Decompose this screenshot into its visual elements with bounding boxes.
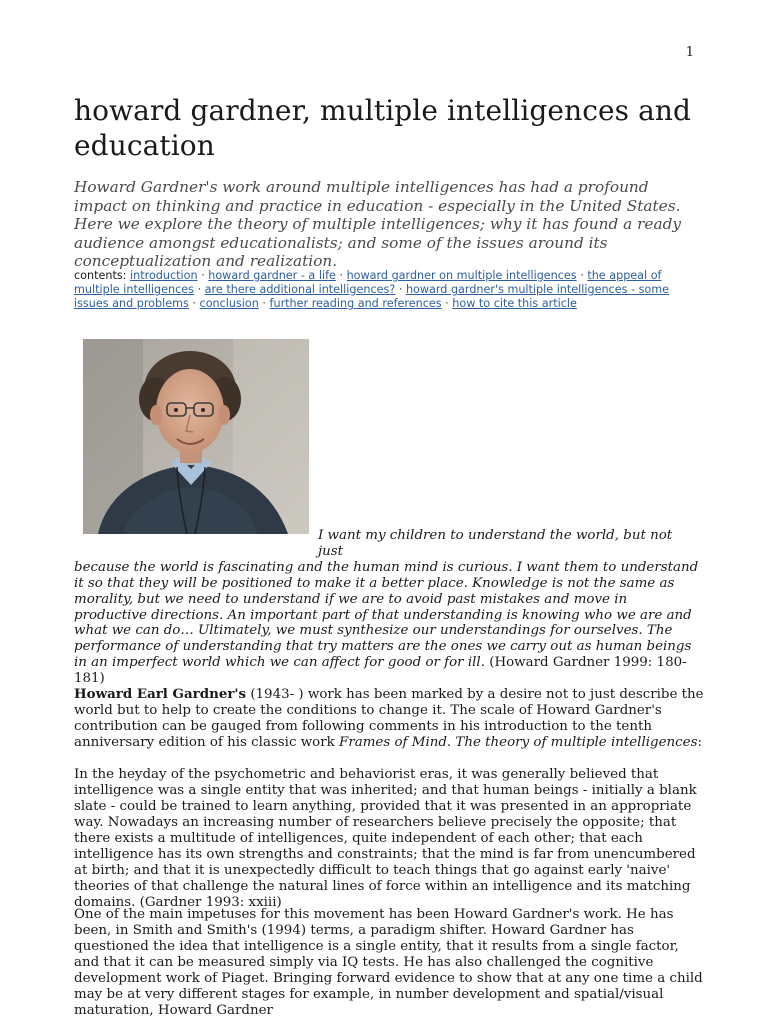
contents-link-conclusion[interactable]: conclusion xyxy=(199,297,259,310)
intro-paragraph: Howard Gardner's work around multiple intelligences has had a profound impact on thinking and practice in education - especially in the United States. Here we explore the theory of multiple intelligences; why it has found a ready audience amongst educationalists; and some of the issues around its conceptualization and realization. xyxy=(74,178,682,270)
portrait-photo xyxy=(83,339,309,534)
page-title: howard gardner, multiple intelligences and education xyxy=(74,94,692,162)
contents-link-a-life[interactable]: howard gardner - a life xyxy=(208,269,336,282)
contents-separator: · xyxy=(201,269,205,282)
quote-citation: (Howard Gardner 1999: 180-181) xyxy=(74,655,687,687)
contents-separator: · xyxy=(262,297,266,310)
contents-separator: · xyxy=(398,283,403,296)
quote-block xyxy=(74,528,700,687)
contents-link-appeal[interactable]: the appeal of multiple intelligences xyxy=(74,269,662,296)
contents-link-additional-intelligences[interactable]: are there additional intelligences? xyxy=(204,283,396,296)
contents-link-introduction[interactable]: introduction xyxy=(130,269,198,282)
subject-name: Howard Earl Gardner's xyxy=(74,686,247,702)
contents-link-on-multiple-intelligences[interactable]: howard gardner on multiple intelligences xyxy=(346,269,577,282)
quote-text: because the world is fascinating and the human mind is curious. I want them to understand it so that they will be positioned to make it a better place. Knowledge is not the same as morality, but we need to understand if we are to avoid past mistakes and move in productive directions. An important part of that understanding is knowing who we are and what we can do… Ultimately, we must synthesize our understandings for ourselves. The performance of understanding that try matters are the ones we carry out as human beings in an imperfect world which we can affect for good or for ill. xyxy=(74,559,699,671)
contents-label: contents: xyxy=(74,269,127,282)
contents-separator: · xyxy=(192,297,196,310)
contents-link-issues-and-problems[interactable]: howard gardner's multiple intelligences - some issues and problems xyxy=(74,283,670,310)
contents-separator: · xyxy=(339,269,344,282)
portrait-image xyxy=(83,339,309,534)
contents-link-further-reading[interactable]: further reading and references xyxy=(269,297,442,310)
contents-separator: · xyxy=(580,269,584,282)
paragraph-1-end: : xyxy=(697,734,702,750)
page-number: 1 xyxy=(685,45,694,60)
quote-first-line: I want my children to understand the world, but not just xyxy=(318,528,673,559)
body-paragraph-1 xyxy=(74,687,704,751)
block-quotation: In the heyday of the psychometric and behaviorist eras, it was generally believed that intelligence was a single entity that was inherited; and that human beings - initially a blank slate - could be trained to learn anything, provided that it was presented in an appropriate way. Nowadays an increasing number of researchers believe precisely the opposite; that there exists a multitude of intelligences, quite independent of each other; that each intelligence has its own strengths and constraints; that the mind is far from unencumbered at birth; and that it is unexpectedly difficult to teach things that go against early 'naive' theories of that challenge the natural lines of force within an intelligence and its matching domains. (Gardner 1993: xxiii) xyxy=(74,767,697,910)
contents-link-how-to-cite[interactable]: how to cite this article xyxy=(452,297,577,310)
contents-nav xyxy=(74,269,700,311)
body-paragraph-3: One of the main impetuses for this movement has been Howard Gardner's work. He has been, in Smith and Smith's (1994) terms, a paradigm shifter. Howard Gardner has questioned the idea that intelligence is a single entity, that it results from a single factor, and that it can be measured simply via IQ tests. He has also challenged the cognitive development work of Piaget. Bringing forward evidence to show that at any one time a child may be at very different stages for example, in number development and spatial/visual maturation, Howard Gardner xyxy=(74,907,703,1018)
book-title: Frames of Mind. The theory of multiple intelligences xyxy=(339,734,698,750)
contents-separator: · xyxy=(445,297,449,310)
paragraph-1-text: (1943- ) work has been marked by a desire not to just describe the world but to help to create the conditions to change it. The scale of Howard Gardner's contribution can be gauged from following comments in his introduction to the tenth anniversary edition of his classic work xyxy=(74,687,704,750)
contents-separator: · xyxy=(197,283,202,296)
